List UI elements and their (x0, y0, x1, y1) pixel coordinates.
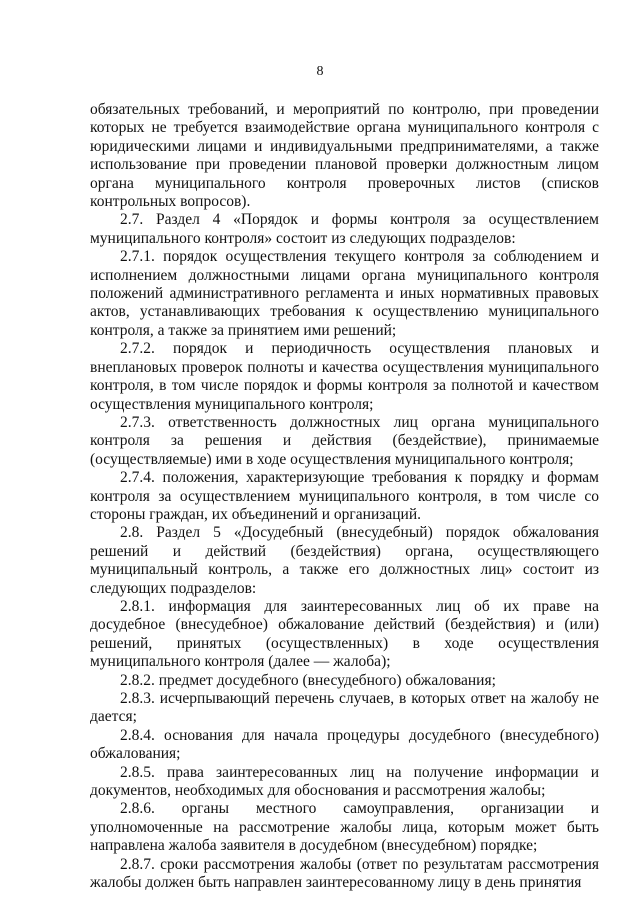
paragraph-2-7-1: 2.7.1. порядок осуществления текущего контроля за соблюдением и исполнением должностными лицами органа муниципального контроля положений административного регламента и иных нормативных правовых актов, устанавливающих требования к осуществлению муниципального контроля, а также за принятием ими решений; (90, 248, 599, 339)
paragraph-2-8-5: 2.8.5. права заинтересованных лиц на получение информации и документов, необходимых для обоснования и рассмотрения жалобы; (90, 763, 599, 800)
paragraph-2-8-3: 2.8.3. исчерпывающий перечень случаев, в которых ответ на жалобу не дается; (90, 690, 599, 726)
paragraph-2-7-3: 2.7.3. ответственность должностных лиц органа муниципального контроля за решения и действия (бездействие), принимаемые (осуществляемые) ими в ходе осуществления муниципального контроля; (90, 413, 599, 468)
paragraph-2-8-6: 2.8.6. органы местного самоуправления, организации и уполномоченные на рассмотрение жалобы лица, которым может быть направлена жалоба заявителя в досудебном (внесудебном) порядке; (90, 800, 599, 855)
paragraph-continuation: обязательных требований, и мероприятий по контролю, при проведении которых не требуется взаимодействие органа муниципального контроля с юридическими лицами и индивидуальными предпринимателями, а также использование при проведении плановой проверки должностным лицом органа муниципального контроля проверочных листов (списков контрольных вопросов). (90, 101, 599, 211)
paragraph-2-8-2: 2.8.2. предмет досудебного (внесудебного) обжалования; (120, 671, 496, 689)
page-number: 8 (316, 64, 324, 79)
paragraph-2-8: 2.8. Раздел 5 «Досудебный (внесудебный) порядок обжалования решений и действий (бездействия) органа, осуществляющего муниципальный контроль, а также его должностных лиц» состоит из следующих подразделов: (90, 524, 599, 597)
paragraph-2-8-4: 2.8.4. основания для начала процедуры досудебного (внесудебного) обжалования; (90, 726, 599, 763)
paragraph-2-7: 2.7. Раздел 4 «Порядок и формы контроля за осуществлением муниципального контроля» состоит из следующих подразделов: (90, 211, 599, 247)
paragraph-2-7-2: 2.7.2. порядок и периодичность осуществления плановых и внеплановых проверок полноты и качества осуществления муниципального контроля, в том числе порядок и формы контроля за полнотой и качеством осуществления муниципального контроля; (90, 340, 599, 413)
document-body (90, 101, 599, 892)
paragraph-2-7-4: 2.7.4. положения, характеризующие требования к порядку и формам контроля за осуществлением муниципального контроля, в том числе со стороны граждан, их объединений и организаций. (90, 469, 599, 523)
paragraph-2-8-7: 2.8.7. сроки рассмотрения жалобы (ответ по результатам рассмотрения жалобы должен быть направлен заинтересованному лицу в день принятия (90, 855, 599, 892)
paragraph-2-8-1: 2.8.1. информация для заинтересованных лиц об их праве на досудебное (внесудебное) обжалование действий (бездействия) и (или) решений, принятых (осуществленных) в ходе осуществления муниципального контроля (далее — жалоба); (90, 597, 599, 671)
